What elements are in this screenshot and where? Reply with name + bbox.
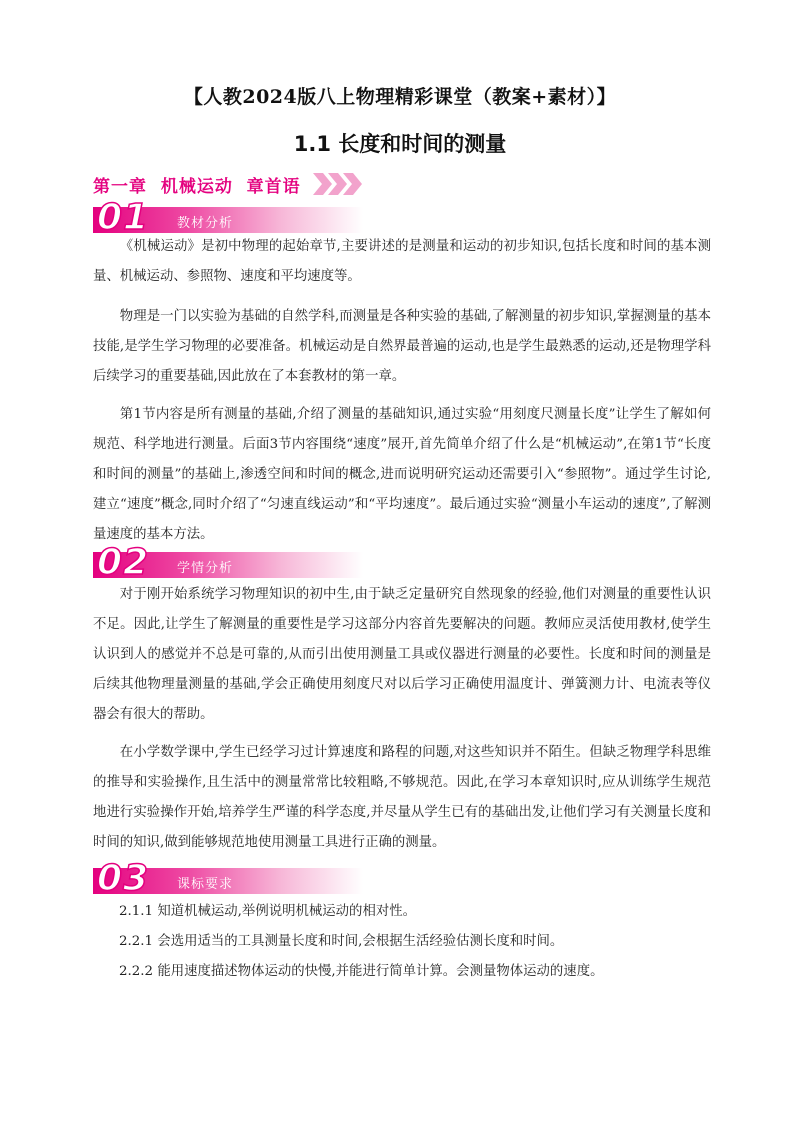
paragraph: 对于刚开始系统学习物理知识的初中生,由于缺乏定量研究自然现象的经验,他们对测量的重要性认识不足。因此,让学生了解测量的重要性是学习这部分内容首先要解决的问题。教师应灵活使用教材,使学生认识到人的感觉并不总是可靠的,从而引出使用测量工具或仪器进行测量的必要性。长度和时间的测量是后续其他物理量测量的基础,学会正确使用刻度尺对以后学习正确使用温度计、弹簧测力计、电流表等仪器会有很大的帮助。 [93, 587, 711, 722]
standard-item: 2.2.2 能用速度描述物体运动的快慢,并能进行简单计算。会测量物体运动的速度。 [119, 964, 604, 979]
section-label: 学情分析 [177, 561, 234, 576]
series-title: 【人教2024版八上物理精彩课堂（教案+素材）】 [183, 86, 617, 108]
section-number: 01 [97, 197, 150, 238]
paragraph: 在小学数学课中,学生已经学习过计算速度和路程的问题,对这些知识并不陌生。但缺乏物理学科思维的推导和实验操作,且生活中的测量常常比较粗略,不够规范。因此,在学习本章知识时,应从训练学生规范地进行实验操作开始,培养学生严谨的科学态度,并尽量从学生已有的基础出发,让他们学习有关测量长度和时间的知识,做到能够规范地使用测量工具进行正确的测量。 [93, 745, 711, 850]
section-label: 教材分析 [177, 216, 234, 231]
paragraph: 第1节内容是所有测量的基础,介绍了测量的基础知识,通过实验“用刻度尺测量长度”让学生了解如何规范、科学地进行测量。后面3节内容围绕“速度”展开,首先简单介绍了什么是“机械运动”,在第1节“长度和时间的测量”的基础上,渗透空间和时间的概念,进而说明研究运动还需要引入“参照物”。通过学生讨论,建立“速度”概念,同时介绍了“匀速直线运动”和“平均速度”。最后通过实验“测量小车运动的速度”,了解测量速度的基本方法。 [93, 407, 711, 542]
section-header-03 [93, 858, 363, 899]
standard-item: 2.2.1 会选用适当的工具测量长度和时间,会根据生活经验估测长度和时间。 [119, 934, 564, 949]
section-header-02 [93, 542, 363, 583]
chevron-arrows-icon [313, 171, 365, 197]
standard-item: 2.1.1 知道机械运动,举例说明机械运动的相对性。 [119, 904, 417, 919]
section-label: 课标要求 [177, 877, 234, 892]
paragraph: 《机械运动》是初中物理的起始章节,主要讲述的是测量和运动的初步知识,包括长度和时间的基本测量、机械运动、参照物、速度和平均速度等。 [93, 239, 711, 284]
chapter-heading [93, 170, 365, 198]
lesson-title: 1.1 长度和时间的测量 [293, 132, 507, 156]
paragraph: 物理是一门以实验为基础的自然学科,而测量是各种实验的基础,了解测量的初步知识,掌握测量的基本技能,是学生学习物理的必要准备。机械运动是自然界最普遍的运动,也是学生最熟悉的运动,还是物理学科后续学习的重要基础,因此放在了本套教材的第一章。 [93, 309, 711, 384]
section-number: 02 [97, 542, 150, 583]
chapter-heading-text: 第一章 机械运动 章首语 [93, 176, 301, 197]
section-number: 03 [97, 858, 150, 899]
